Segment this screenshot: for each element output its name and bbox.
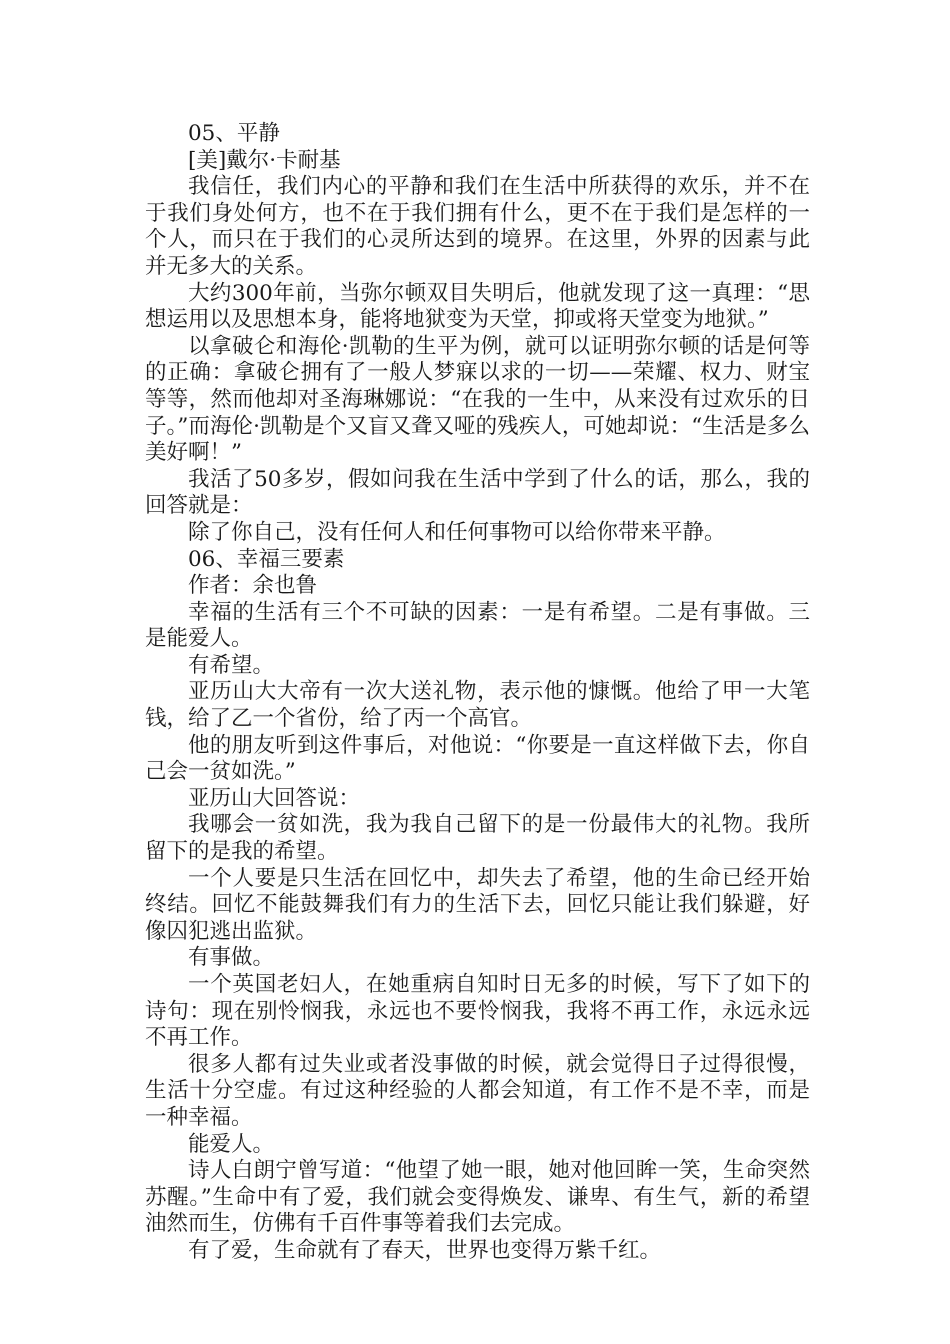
section-title-06: 06、幸福三要素	[188, 546, 345, 572]
paragraph: 有了爱，生命就有了春天，世界也变得万紫千红。	[188, 1237, 662, 1263]
paragraph: 幸福的生活有三个不可缺的因素：一是有希望。二是有事做。三是能爱人。	[145, 599, 810, 652]
paragraph: 一个人要是只生活在回忆中，却失去了希望，他的生命已经开始终结。回忆不能鼓舞我们有力的生活下去，回忆只能让我们躲避，好像囚犯逃出监狱。	[145, 865, 810, 944]
paragraph: 诗人白朗宁曾写道：“他望了她一眼，她对他回眸一笑，生命突然苏醒。”生命中有了爱，我们就会变得焕发、谦卑、有生气，新的希望油然而生，仿佛有千百件事等着我们去完成。	[145, 1158, 810, 1237]
paragraph: 我信任，我们内心的平静和我们在生活中所获得的欢乐，并不在于我们身处何方，也不在于我们拥有什么，更不在于我们是怎样的一个人，而只在于我们的心灵所达到的境界。在这里，外界的因素与此并无多大的关系。	[145, 174, 810, 279]
paragraph: 以拿破仑和海伦·凯勒的生平为例，就可以证明弥尔顿的话是何等的正确：拿破仑拥有了一般人梦寐以求的一切——荣耀、权力、财宝等等，然而他却对圣海琳娜说：“在我的一生中，从来没有过欢乐的日子。”而海伦·凯勒是个又盲又聋又哑的残疾人，可她却说：“生活是多么美好啊！”	[145, 333, 810, 466]
subheading-love: 能爱人。	[188, 1131, 275, 1157]
paragraph: 除了你自己，没有任何人和任何事物可以给你带来平静。	[188, 519, 726, 545]
document-body	[145, 121, 810, 1265]
paragraph: 亚历山大大帝有一次大送礼物，表示他的慷慨。他给了甲一大笔钱，给了乙一个省份，给了丙一个高官。	[145, 679, 810, 732]
paragraph: 很多人都有过失业或者没事做的时候，就会觉得日子过得很慢，生活十分空虚。有过这种经验的人都会知道，有工作不是不幸，而是一种幸福。	[145, 1051, 810, 1130]
paragraph: 大约300年前，当弥尔顿双目失明后，他就发现了这一真理：“思想运用以及思想本身，能将地狱变为天堂，抑或将天堂变为地狱。”	[145, 280, 810, 333]
paragraph: 他的朋友听到这件事后，对他说：“你要是一直这样做下去，你自己会一贫如洗。”	[145, 732, 810, 785]
paragraph: 亚历山大回答说：	[188, 785, 361, 811]
section-title-05: 05、平静	[188, 121, 280, 146]
subheading-hope: 有希望。	[188, 652, 275, 678]
paragraph: 我活了50多岁，假如问我在生活中学到了什么的话，那么，我的回答就是：	[145, 466, 810, 519]
paragraph: 一个英国老妇人，在她重病自知时日无多的时候，写下了如下的诗句：现在别怜悯我，永远也不要怜悯我，我将不再工作，永远永远不再工作。	[145, 972, 810, 1051]
author-line-carnegie: [美]戴尔·卡耐基	[188, 147, 341, 173]
paragraph: 我哪会一贫如洗，我为我自己留下的是一份最伟大的礼物。我所留下的是我的希望。	[145, 812, 810, 865]
author-line-yu: 作者：余也鲁	[188, 573, 318, 599]
subheading-work: 有事做。	[188, 945, 275, 971]
